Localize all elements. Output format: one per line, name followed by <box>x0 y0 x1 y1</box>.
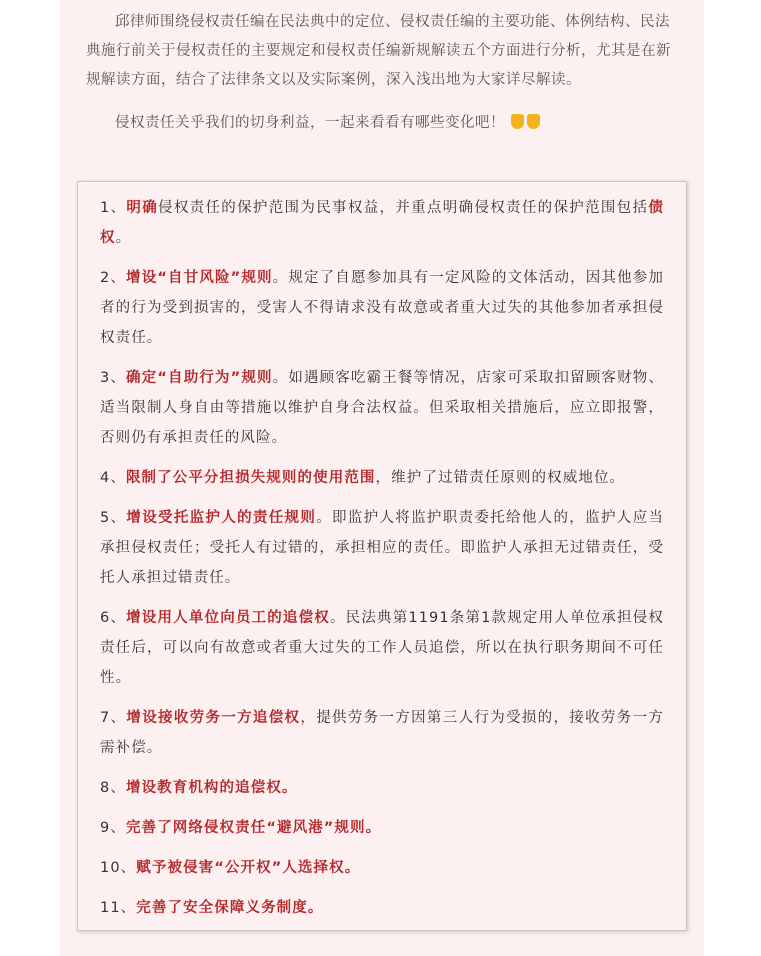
item-text: 。如遇顾客吃霸王餐等情况，店家可采取扣留顾客财物、适当限制人身自由等措施以维护自身合法权益。但采取相关措施后，应立即报警，否则仍有承担责任的风险。 <box>100 370 665 446</box>
item-highlight: 完善了网络侵权责任“避风港”规则。 <box>125 820 382 836</box>
item-highlight: 增设教育机构的追偿权。 <box>125 780 298 796</box>
item-number: 10、 <box>100 860 137 876</box>
intro-paragraph-2 <box>60 109 704 138</box>
pointing-down-hand-icon <box>511 114 524 129</box>
item-highlight: 增设用人单位向员工的追偿权 <box>126 610 330 626</box>
item-highlight: 确定“自助行为”规则 <box>126 370 273 386</box>
list-item <box>100 363 664 453</box>
item-highlight: 增设“自甘风险”规则 <box>126 270 273 286</box>
item-highlight: 明确 <box>126 200 159 216</box>
item-number: 1、 <box>100 200 127 216</box>
intro-paragraph-2-text: 侵权责任关乎我们的切身利益，一起来看看有哪些变化吧！ <box>115 115 505 131</box>
item-number: 8、 <box>100 780 126 796</box>
item-text: 。民法典第1191条第1款规定用人单位承担侵权责任后，可以向有故意或者重大过失的工作人员追偿，所以在执行职务期间不可任性。 <box>100 610 664 686</box>
item-number: 4、 <box>100 470 126 486</box>
item-highlight-2: 债权 <box>100 200 664 246</box>
list-item <box>100 263 664 353</box>
item-number: 9、 <box>100 820 126 836</box>
intro-paragraph: 邱律师围绕侵权责任编在民法典中的定位、侵权责任编的主要功能、体例结构、民法典施行前关于侵权责任的主要规定和侵权责任编新规解读五个方面进行分析，尤其是在新规解读方面，结合了法律条文以及实际案例，深入浅出地为大家详尽解读。 <box>86 14 671 88</box>
list-item <box>100 893 664 923</box>
item-text: 。即监护人将监护职责委托给他人的，监护人应当承担侵权责任；受托人有过错的，承担相应的责任。即监护人承担无过错责任，受托人承担过错责任。 <box>100 510 664 586</box>
item-number: 7、 <box>100 710 127 726</box>
pointing-down-hand-icon <box>527 114 540 129</box>
item-text-2: 。 <box>115 230 132 246</box>
item-text: ，维护了过错责任原则的权威地位。 <box>375 470 626 486</box>
list-item <box>100 703 664 763</box>
list-item <box>100 193 664 253</box>
list-item <box>100 503 664 593</box>
item-number: 6、 <box>100 610 127 626</box>
item-number: 5、 <box>100 510 127 526</box>
article-body <box>60 0 704 956</box>
item-highlight: 增设接收劳务一方追偿权 <box>126 710 301 726</box>
item-text: ，提供劳务一方因第三人行为受损的，接收劳务一方需补偿。 <box>100 710 664 756</box>
changes-list-box <box>77 181 687 931</box>
item-text: 侵权责任的保护范围为民事权益，并重点明确侵权责任的保护范围包括 <box>158 200 649 216</box>
list-item <box>100 853 664 883</box>
item-number: 11、 <box>100 900 137 916</box>
item-highlight: 完善了安全保障义务制度。 <box>136 900 324 916</box>
list-item <box>100 813 664 843</box>
list-item <box>100 603 664 693</box>
item-highlight: 赋予被侵害“公开权”人选择权。 <box>136 860 361 876</box>
item-highlight: 增设受托监护人的责任规则 <box>126 510 317 526</box>
list-item <box>100 773 664 803</box>
item-text: 。规定了自愿参加具有一定风险的文体活动，因其他参加者的行为受到损害的，受害人不得请求没有故意或者重大过失的其他参加者承担侵权责任。 <box>100 270 665 346</box>
list-item <box>100 463 664 493</box>
item-number: 3、 <box>100 370 127 386</box>
item-highlight: 限制了公平分担损失规则的使用范围 <box>125 470 376 486</box>
item-number: 2、 <box>100 270 127 286</box>
